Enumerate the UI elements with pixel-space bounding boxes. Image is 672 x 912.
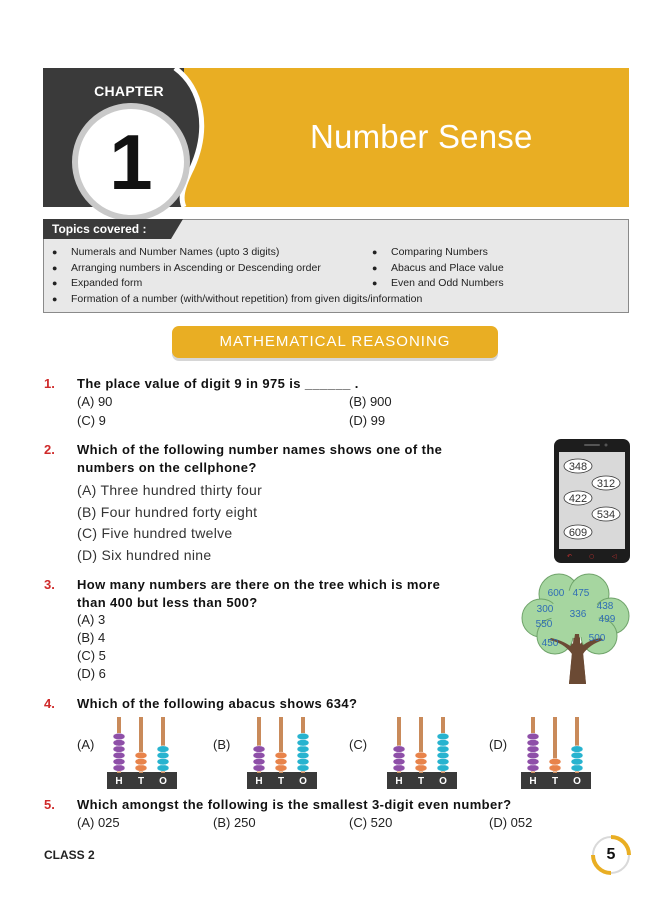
option-d[interactable]: (D) Six hundred nine xyxy=(77,547,212,563)
svg-text:↶: ↶ xyxy=(567,553,573,560)
abacus-bead xyxy=(527,758,539,765)
place-label-h: H xyxy=(115,776,123,787)
option-b[interactable]: (B) 900 xyxy=(349,394,392,409)
topic-item: Arranging numbers in Ascending or Descending order xyxy=(71,262,321,274)
svg-text:○: ○ xyxy=(589,553,595,560)
question-number: 3. xyxy=(44,577,55,592)
place-label-h: H xyxy=(395,776,403,787)
abacus-bead xyxy=(393,758,405,765)
abacus-bead xyxy=(437,765,449,772)
question-number: 2. xyxy=(44,442,55,457)
abacus-bead xyxy=(113,746,125,753)
abacus-bead xyxy=(571,758,583,765)
tree-number: 300 xyxy=(536,604,554,615)
place-label-o: O xyxy=(159,776,167,787)
phone-number: 422 xyxy=(568,493,588,505)
abacus-a[interactable] xyxy=(103,715,181,789)
place-label-t: T xyxy=(277,776,285,787)
question-number: 1. xyxy=(44,376,55,391)
abacus-bead xyxy=(157,752,169,759)
tree-illustration xyxy=(519,572,631,684)
question-text: Which of the following abacus shows 634? xyxy=(77,696,358,711)
abacus-bead xyxy=(549,758,561,765)
abacus-c[interactable] xyxy=(383,715,461,789)
tree-number: 475 xyxy=(572,588,590,599)
abacus-bead xyxy=(297,733,309,740)
place-label-h: H xyxy=(255,776,263,787)
abacus-bead xyxy=(297,758,309,765)
abacus-bead xyxy=(297,752,309,759)
option-d[interactable]: (D) 99 xyxy=(349,413,386,428)
abacus-bead xyxy=(297,746,309,753)
abacus-bead xyxy=(393,752,405,759)
abacus-bead xyxy=(275,765,287,772)
abacus-bead xyxy=(135,752,147,759)
abacus-bead xyxy=(113,752,125,759)
topics-heading: Topics covered : xyxy=(52,222,147,236)
question-text: numbers on the cellphone? xyxy=(77,460,257,475)
question-text: The place value of digit 9 in 975 is ______ . xyxy=(77,376,359,391)
abacus-bead xyxy=(527,733,539,740)
question-text: Which of the following number names shows one of the xyxy=(77,442,443,457)
abacus-bead xyxy=(275,752,287,759)
option-a[interactable]: (A) 3 xyxy=(77,612,106,627)
abacus-bead xyxy=(113,733,125,740)
tree-number: 499 xyxy=(598,614,616,625)
option-a[interactable]: (A) xyxy=(77,737,95,752)
chapter-number: 1 xyxy=(109,118,153,206)
option-a[interactable]: (A) 025 xyxy=(77,815,120,830)
abacus-d[interactable] xyxy=(517,715,595,789)
option-b[interactable]: (B) xyxy=(213,737,231,752)
abacus-bead xyxy=(393,765,405,772)
bullet-icon: ● xyxy=(372,278,378,288)
abacus-bead xyxy=(393,746,405,753)
bullet-icon: ● xyxy=(52,263,58,273)
abacus-bead xyxy=(297,740,309,747)
option-b[interactable]: (B) 250 xyxy=(213,815,256,830)
phone-number: 534 xyxy=(596,509,616,521)
topic-item: Numerals and Number Names (upto 3 digits) xyxy=(71,246,280,258)
tree-number: 450 xyxy=(541,638,559,649)
svg-text:◁: ◁ xyxy=(612,553,617,560)
tree-number: 600 xyxy=(547,588,565,599)
abacus-bead xyxy=(437,740,449,747)
phone-number: 348 xyxy=(568,461,588,473)
topic-item: Even and Odd Numbers xyxy=(391,277,504,289)
tree-number: 336 xyxy=(569,609,587,620)
place-label-h: H xyxy=(529,776,537,787)
option-d[interactable]: (D) 6 xyxy=(77,666,106,681)
abacus-bead xyxy=(527,740,539,747)
tree-number: 550 xyxy=(535,619,553,630)
option-c[interactable]: (C) 520 xyxy=(349,815,393,830)
abacus-bead xyxy=(297,765,309,772)
bullet-icon: ● xyxy=(372,263,378,273)
section-title: MATHEMATICAL REASONING xyxy=(219,333,451,350)
question-text: than 400 but less than 500? xyxy=(77,595,258,610)
class-label: CLASS 2 xyxy=(44,848,95,862)
page-number: 5 xyxy=(606,846,616,863)
place-label-o: O xyxy=(573,776,581,787)
place-label-o: O xyxy=(439,776,447,787)
option-c[interactable]: (C) 5 xyxy=(77,648,106,663)
abacus-bead xyxy=(253,746,265,753)
phone-number: 609 xyxy=(568,527,588,539)
cellphone-illustration xyxy=(554,439,630,563)
topic-item: Comparing Numbers xyxy=(391,246,488,258)
option-a[interactable]: (A) 90 xyxy=(77,394,113,409)
place-label-t: T xyxy=(137,776,145,787)
place-label-o: O xyxy=(299,776,307,787)
abacus-bead xyxy=(571,746,583,753)
abacus-bead xyxy=(415,758,427,765)
abacus-bead xyxy=(253,765,265,772)
abacus-bead xyxy=(571,752,583,759)
abacus-bead xyxy=(135,758,147,765)
topic-item: Formation of a number (with/without repetition) from given digits/information xyxy=(71,293,423,305)
place-label-t: T xyxy=(417,776,425,787)
abacus-bead xyxy=(275,758,287,765)
option-b[interactable]: (B) 4 xyxy=(77,630,106,645)
option-c[interactable]: (C) Five hundred twelve xyxy=(77,525,233,541)
question-text: Which amongst the following is the smallest 3-digit even number? xyxy=(77,797,512,812)
option-b[interactable]: (B) Four hundred forty eight xyxy=(77,504,258,520)
abacus-b[interactable] xyxy=(243,715,321,789)
abacus-bead xyxy=(549,765,561,772)
bullet-icon: ● xyxy=(52,247,58,257)
option-d[interactable]: (D) 052 xyxy=(489,815,533,830)
abacus-bead xyxy=(157,765,169,772)
bullet-icon: ● xyxy=(52,294,58,304)
abacus-bead xyxy=(527,746,539,753)
abacus-bead xyxy=(437,758,449,765)
abacus-bead xyxy=(113,758,125,765)
tree-number: 500 xyxy=(588,633,606,644)
abacus-bead xyxy=(437,733,449,740)
question-number: 4. xyxy=(44,696,55,711)
bullet-icon: ● xyxy=(372,247,378,257)
question-number: 5. xyxy=(44,797,55,812)
option-d[interactable]: (D) xyxy=(489,737,508,752)
abacus-bead xyxy=(113,765,125,772)
abacus-bead xyxy=(437,746,449,753)
abacus-bead xyxy=(437,752,449,759)
abacus-bead xyxy=(157,746,169,753)
place-label-t: T xyxy=(551,776,559,787)
tree-number: 438 xyxy=(596,601,614,612)
abacus-bead xyxy=(527,752,539,759)
topic-item: Abacus and Place value xyxy=(391,262,504,274)
question-text: How many numbers are there on the tree which is more xyxy=(77,577,441,592)
chapter-label: CHAPTER xyxy=(94,83,164,99)
abacus-bead xyxy=(157,758,169,765)
abacus-bead xyxy=(415,752,427,759)
phone-number: 312 xyxy=(596,478,616,490)
abacus-bead xyxy=(253,752,265,759)
abacus-bead xyxy=(527,765,539,772)
abacus-bead xyxy=(135,765,147,772)
topic-item: Expanded form xyxy=(71,277,143,289)
option-c[interactable]: (C) 9 xyxy=(77,413,106,428)
option-c[interactable]: (C) xyxy=(349,737,368,752)
abacus-bead xyxy=(415,765,427,772)
abacus-bead xyxy=(113,740,125,747)
abacus-bead xyxy=(253,758,265,765)
abacus-bead xyxy=(571,765,583,772)
option-a[interactable]: (A) Three hundred thirty four xyxy=(77,482,263,498)
bullet-icon: ● xyxy=(52,278,58,288)
chapter-title: Number Sense xyxy=(310,118,533,155)
